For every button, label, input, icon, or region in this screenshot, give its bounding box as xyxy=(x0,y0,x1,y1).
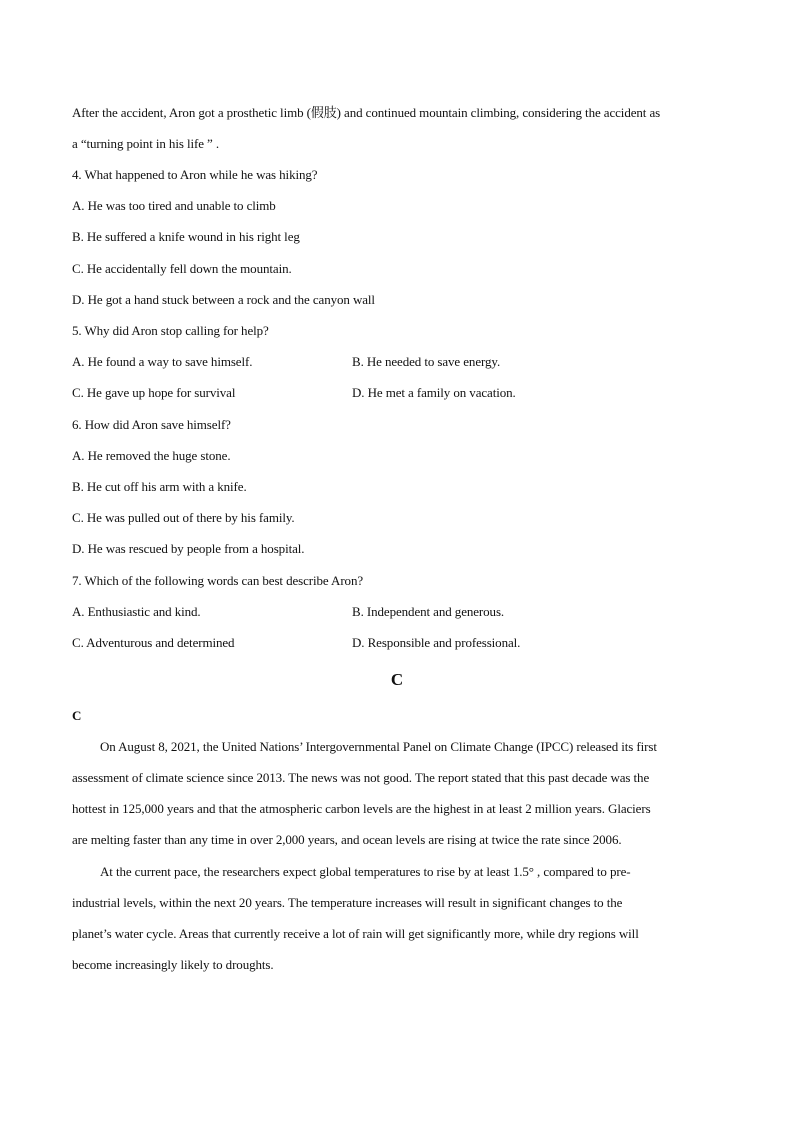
q7-option-c: C. Adventurous and determined xyxy=(72,635,235,650)
q5-option-a: A. He found a way to save himself. xyxy=(72,354,253,369)
q5-option-b: B. He needed to save energy. xyxy=(352,354,501,369)
q5-option-d: D. He met a family on vacation. xyxy=(352,385,516,400)
passage-p2-line-3: planet’s water cycle. Areas that currently receive a lot of rain will get significantly more, while dry regions will xyxy=(72,926,639,941)
q6-option-c: C. He was pulled out of there by his family. xyxy=(72,510,295,525)
passage-p2-line-2: industrial levels, within the next 20 years. The temperature increases will result in significant changes to the xyxy=(72,895,623,910)
q7-option-a: A. Enthusiastic and kind. xyxy=(72,604,201,619)
q7-option-b: B. Independent and generous. xyxy=(352,604,505,619)
passage-p1-line-3: hottest in 125,000 years and that the atmospheric carbon levels are the highest in at least 2 million years. Glaciers xyxy=(72,801,651,816)
intro-line-2: a “turning point in his life ” . xyxy=(72,136,219,151)
q4-option-c: C. He accidentally fell down the mountain. xyxy=(72,261,292,276)
q6-option-b: B. He cut off his arm with a knife. xyxy=(72,479,247,494)
q4-option-a: A. He was too tired and unable to climb xyxy=(72,198,276,213)
question-6: 6. How did Aron save himself? xyxy=(72,417,231,432)
passage-p2-line-1: At the current pace, the researchers expect global temperatures to rise by at least 1.5° , compared to pre- xyxy=(100,864,631,879)
passage-p1-line-2: assessment of climate science since 2013. The news was not good. The report stated that this past decade was the xyxy=(72,770,650,785)
question-5: 5. Why did Aron stop calling for help? xyxy=(72,323,269,338)
q7-option-d: D. Responsible and professional. xyxy=(352,635,521,650)
q6-option-d: D. He was rescued by people from a hospital. xyxy=(72,541,305,556)
intro-line-1: After the accident, Aron got a prosthetic limb (假肢) and continued mountain climbing, considering the accident as xyxy=(72,105,661,120)
section-label: C xyxy=(72,708,82,723)
question-4: 4. What happened to Aron while he was hiking? xyxy=(72,167,318,182)
question-7: 7. Which of the following words can best describe Aron? xyxy=(72,573,364,588)
passage-p1-line-1: On August 8, 2021, the United Nations’ Intergovernmental Panel on Climate Change (IPCC) released its first xyxy=(100,739,657,754)
q4-option-b: B. He suffered a knife wound in his right leg xyxy=(72,229,300,244)
q4-option-d: D. He got a hand stuck between a rock and the canyon wall xyxy=(72,292,375,307)
q5-option-c: C. He gave up hope for survival xyxy=(72,385,236,400)
section-title: C xyxy=(390,670,404,689)
passage-p1-line-4: are melting faster than any time in over 2,000 years, and ocean levels are rising at twice the rate since 2006. xyxy=(72,832,622,847)
q6-option-a: A. He removed the huge stone. xyxy=(72,448,231,463)
passage-p2-line-4: become increasingly likely to droughts. xyxy=(72,957,274,972)
